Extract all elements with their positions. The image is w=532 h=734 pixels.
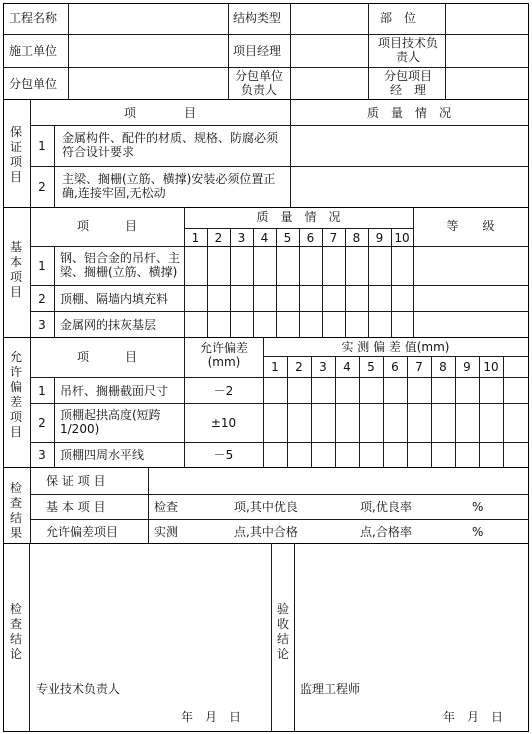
basic-num-3: 3 [237, 231, 246, 245]
tolerance-col-allow: 允许偏差(mm) [199, 341, 248, 369]
results-section-label: 检查结果 [9, 481, 22, 540]
basic-num-2: 2 [214, 231, 223, 245]
tol-num-1: 1 [271, 360, 279, 374]
results-basic-rate: 项,优良率 [360, 500, 412, 514]
tech-lead-sign-label: 专业技术负责人 [36, 682, 121, 696]
basic-num-4: 4 [260, 231, 269, 245]
basic-num-6: 6 [306, 231, 315, 245]
rule [30, 494, 529, 495]
basic-item-1: 钢、铝合金的吊杆、主梁、搁栅(立筋、横撑) [60, 251, 181, 279]
tol-num-2: 2 [295, 360, 303, 374]
rule [294, 543, 295, 731]
basic-col-grade: 等 级 [446, 219, 495, 233]
guarantee-no-1: 1 [38, 139, 46, 153]
rule [228, 3, 229, 99]
project-name-label: 工程名称 [9, 11, 58, 25]
tol-num-8: 8 [439, 360, 447, 374]
tol-value-3: －5 [213, 448, 234, 462]
guarantee-no-2: 2 [38, 180, 46, 194]
rule [445, 3, 446, 99]
rule [3, 34, 529, 35]
basic-col-quality: 质 量 情 况 [256, 210, 341, 224]
rule [263, 356, 529, 357]
tol-item-3: 顶棚四周水平线 [60, 448, 145, 462]
basic-section-label: 基本项目 [9, 240, 22, 299]
tol-no-1: 1 [38, 384, 46, 398]
results-basic-excellent: 项,其中优良 [234, 500, 298, 514]
tol-num-3: 3 [319, 360, 327, 374]
rule [503, 356, 504, 467]
rule [54, 377, 55, 467]
accept-conclusion-label: 验收结论 [276, 602, 289, 661]
tol-num-9: 9 [463, 360, 471, 374]
rule [30, 246, 529, 247]
results-basic-percent: % [472, 500, 484, 514]
guarantee-col-item: 项 目 [123, 106, 196, 120]
rule [290, 3, 291, 99]
border-bottom [3, 731, 529, 732]
results-tol-measure: 实测 [154, 525, 179, 539]
rule [3, 207, 529, 208]
results-tol-pass: 点,其中合格 [234, 525, 298, 539]
tolerance-col-item: 项 目 [76, 350, 137, 364]
rule [68, 3, 69, 99]
border-top [3, 3, 529, 4]
rule [30, 311, 529, 312]
sub-project-manager-label: 分包项目经 理 [383, 69, 432, 97]
rule [271, 543, 272, 731]
basic-no-3: 3 [38, 318, 46, 332]
rule [3, 543, 529, 544]
basic-num-8: 8 [352, 231, 361, 245]
basic-num-5: 5 [283, 231, 292, 245]
rule [30, 519, 529, 520]
department-label: 部 位 [380, 11, 417, 25]
tol-item-2: 顶棚起拱高度(短跨 1/200) [60, 408, 161, 436]
basic-no-2: 2 [38, 292, 46, 306]
project-manager-label: 项目经理 [233, 44, 282, 58]
date-right: 年 月 日 [443, 710, 504, 724]
guarantee-section-label: 保证项目 [9, 125, 22, 184]
rule [368, 3, 369, 99]
rule [3, 467, 529, 468]
basic-num-9: 9 [375, 231, 384, 245]
rule [54, 125, 55, 207]
subcontractor-label: 分包单位 [9, 77, 58, 91]
rule [263, 337, 264, 467]
basic-num-10: 10 [394, 231, 410, 245]
basic-num-1: 1 [191, 231, 200, 245]
border-right [528, 3, 529, 732]
tolerance-section-label: 允许偏差项目 [9, 350, 22, 439]
tolerance-col-measured: 实 测 偏 差 值(mm) [341, 340, 450, 354]
rule [184, 207, 185, 337]
rule [3, 67, 529, 68]
basic-item-2: 顶棚、隔墙内填充料 [60, 292, 169, 306]
results-tol-rate: 点,合格率 [360, 525, 412, 539]
rule [3, 99, 529, 100]
tech-lead-label: 项目技术负责人 [378, 36, 439, 64]
tol-item-1: 吊杆、搁栅截面尺寸 [60, 384, 169, 398]
rule [3, 337, 529, 338]
sub-unit-lead-label: 分包单位负责人 [234, 69, 283, 97]
tol-num-5: 5 [367, 360, 375, 374]
results-basic-label: 基 本 项 目 [46, 500, 106, 514]
rule [30, 285, 529, 286]
basic-item-3: 金属网的抹灰基层 [60, 318, 157, 332]
results-tol-percent: % [472, 525, 484, 539]
results-guarantee-label: 保 证 项 目 [46, 474, 106, 488]
tol-num-10: 10 [483, 360, 499, 374]
guarantee-col-quality: 质 量 情 况 [366, 106, 451, 120]
guarantee-item-2: 主梁、搁栅(立筋、横撑)安装必须位置正确,连接牢固,无松动 [62, 172, 276, 200]
tol-num-4: 4 [343, 360, 351, 374]
basic-col-item: 项 目 [76, 219, 137, 233]
rule [148, 467, 149, 543]
rule [30, 125, 529, 126]
rule [54, 246, 55, 337]
tol-num-7: 7 [415, 360, 423, 374]
date-left: 年 月 日 [181, 710, 242, 724]
results-tol-label: 允许偏差项目 [46, 525, 119, 539]
tol-num-6: 6 [391, 360, 399, 374]
border-left [3, 3, 4, 732]
guarantee-item-1: 金属构件、配件的材质、规格、防腐必须符合设计要求 [62, 131, 279, 159]
check-conclusion-label: 检查结论 [9, 602, 22, 661]
tol-value-2: ±10 [210, 416, 237, 430]
structure-type-label: 结构类型 [233, 11, 282, 25]
construction-unit-label: 施工单位 [9, 44, 58, 58]
results-basic-check: 检查 [154, 500, 179, 514]
basic-num-7: 7 [329, 231, 338, 245]
tol-no-3: 3 [38, 448, 46, 462]
rule [30, 166, 529, 167]
rule [29, 543, 30, 731]
supervisor-sign-label: 监理工程师 [300, 682, 361, 696]
basic-no-1: 1 [38, 259, 46, 273]
tol-value-1: －2 [213, 384, 234, 398]
tol-no-2: 2 [38, 416, 46, 430]
